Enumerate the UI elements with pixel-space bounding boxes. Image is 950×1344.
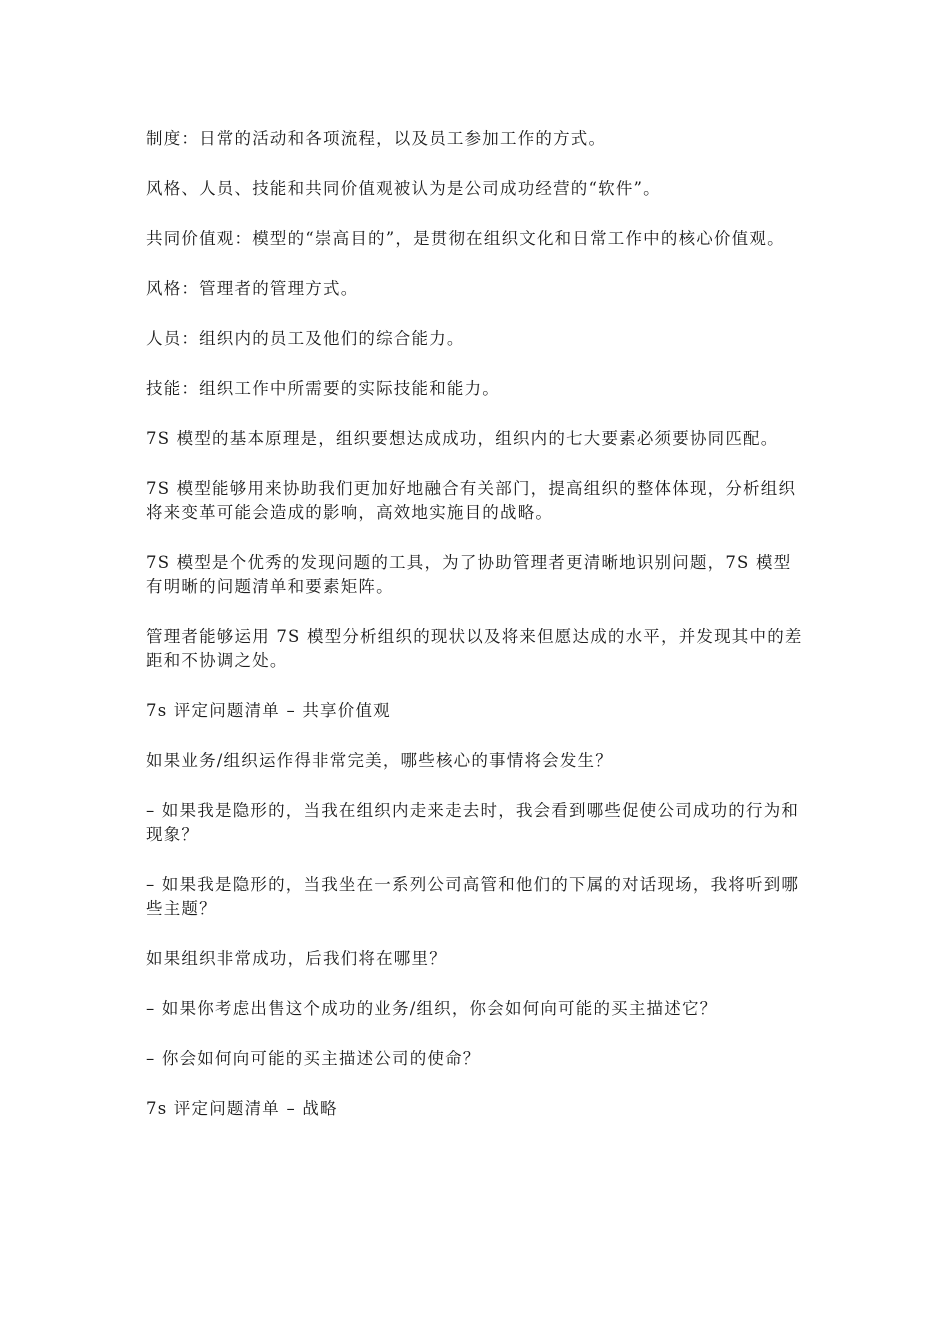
paragraph-shared-values: 共同价值观：模型的“崇高目的”，是贯彻在组织文化和日常工作中的核心价值观。 [146, 229, 785, 248]
section-heading-shared-values: 7s 评定问题清单 – 共享价值观 [146, 701, 391, 720]
paragraph-system-definition: 制度：日常的活动和各项流程，以及员工参加工作的方式。 [146, 129, 607, 148]
question-invisible-walking: – 如果我是隐形的，当我在组织内走来走去时，我会看到哪些促使公司成功的行为和现象？ [146, 801, 800, 844]
question-describe-mission: – 你会如何向可能的买主描述公司的使命？ [146, 1049, 481, 1068]
paragraph-skills: 技能：组织工作中所需要的实际技能和能力。 [146, 379, 500, 398]
question-invisible-listening: – 如果我是隐形的，当我坐在一系列公司高管和他们的下属的对话现场，我将听到哪些主题？ [146, 875, 800, 918]
paragraph-7s-analysis: 管理者能够运用 7S 模型分析组织的现状以及将来但愿达成的水平，并发现其中的差距和不协调之处。 [146, 627, 803, 670]
section-heading-strategy: 7s 评定问题清单 – 战略 [146, 1099, 338, 1118]
paragraph-staff: 人员：组织内的员工及他们的综合能力。 [146, 329, 465, 348]
paragraph-style: 风格：管理者的管理方式。 [146, 279, 359, 298]
question-where-will-we-be: 如果组织非常成功，后我们将在哪里？ [146, 949, 447, 968]
paragraph-7s-principle: 7S 模型的基本原理是，组织要想达成成功，组织内的七大要素必须要协同匹配。 [146, 429, 779, 448]
paragraph-7s-tool: 7S 模型是个优秀的发现问题的工具，为了协助管理者更清晰地识别问题，7S 模型有明晰的问题清单和要素矩阵。 [146, 553, 792, 596]
paragraph-7s-usage: 7S 模型能够用来协助我们更加好地融合有关部门，提高组织的整体体现，分析组织将来变革可能会造成的影响，高效地实施目的战略。 [146, 479, 797, 522]
question-describe-to-buyer: – 如果你考虑出售这个成功的业务/组织，你会如何向可能的买主描述它？ [146, 999, 718, 1018]
document-body [146, 127, 808, 1147]
question-perfect-operation: 如果业务/组织运作得非常完美，哪些核心的事情将会发生？ [146, 751, 613, 770]
paragraph-software-elements: 风格、人员、技能和共同价值观被认为是公司成功经营的“软件”。 [146, 179, 661, 198]
